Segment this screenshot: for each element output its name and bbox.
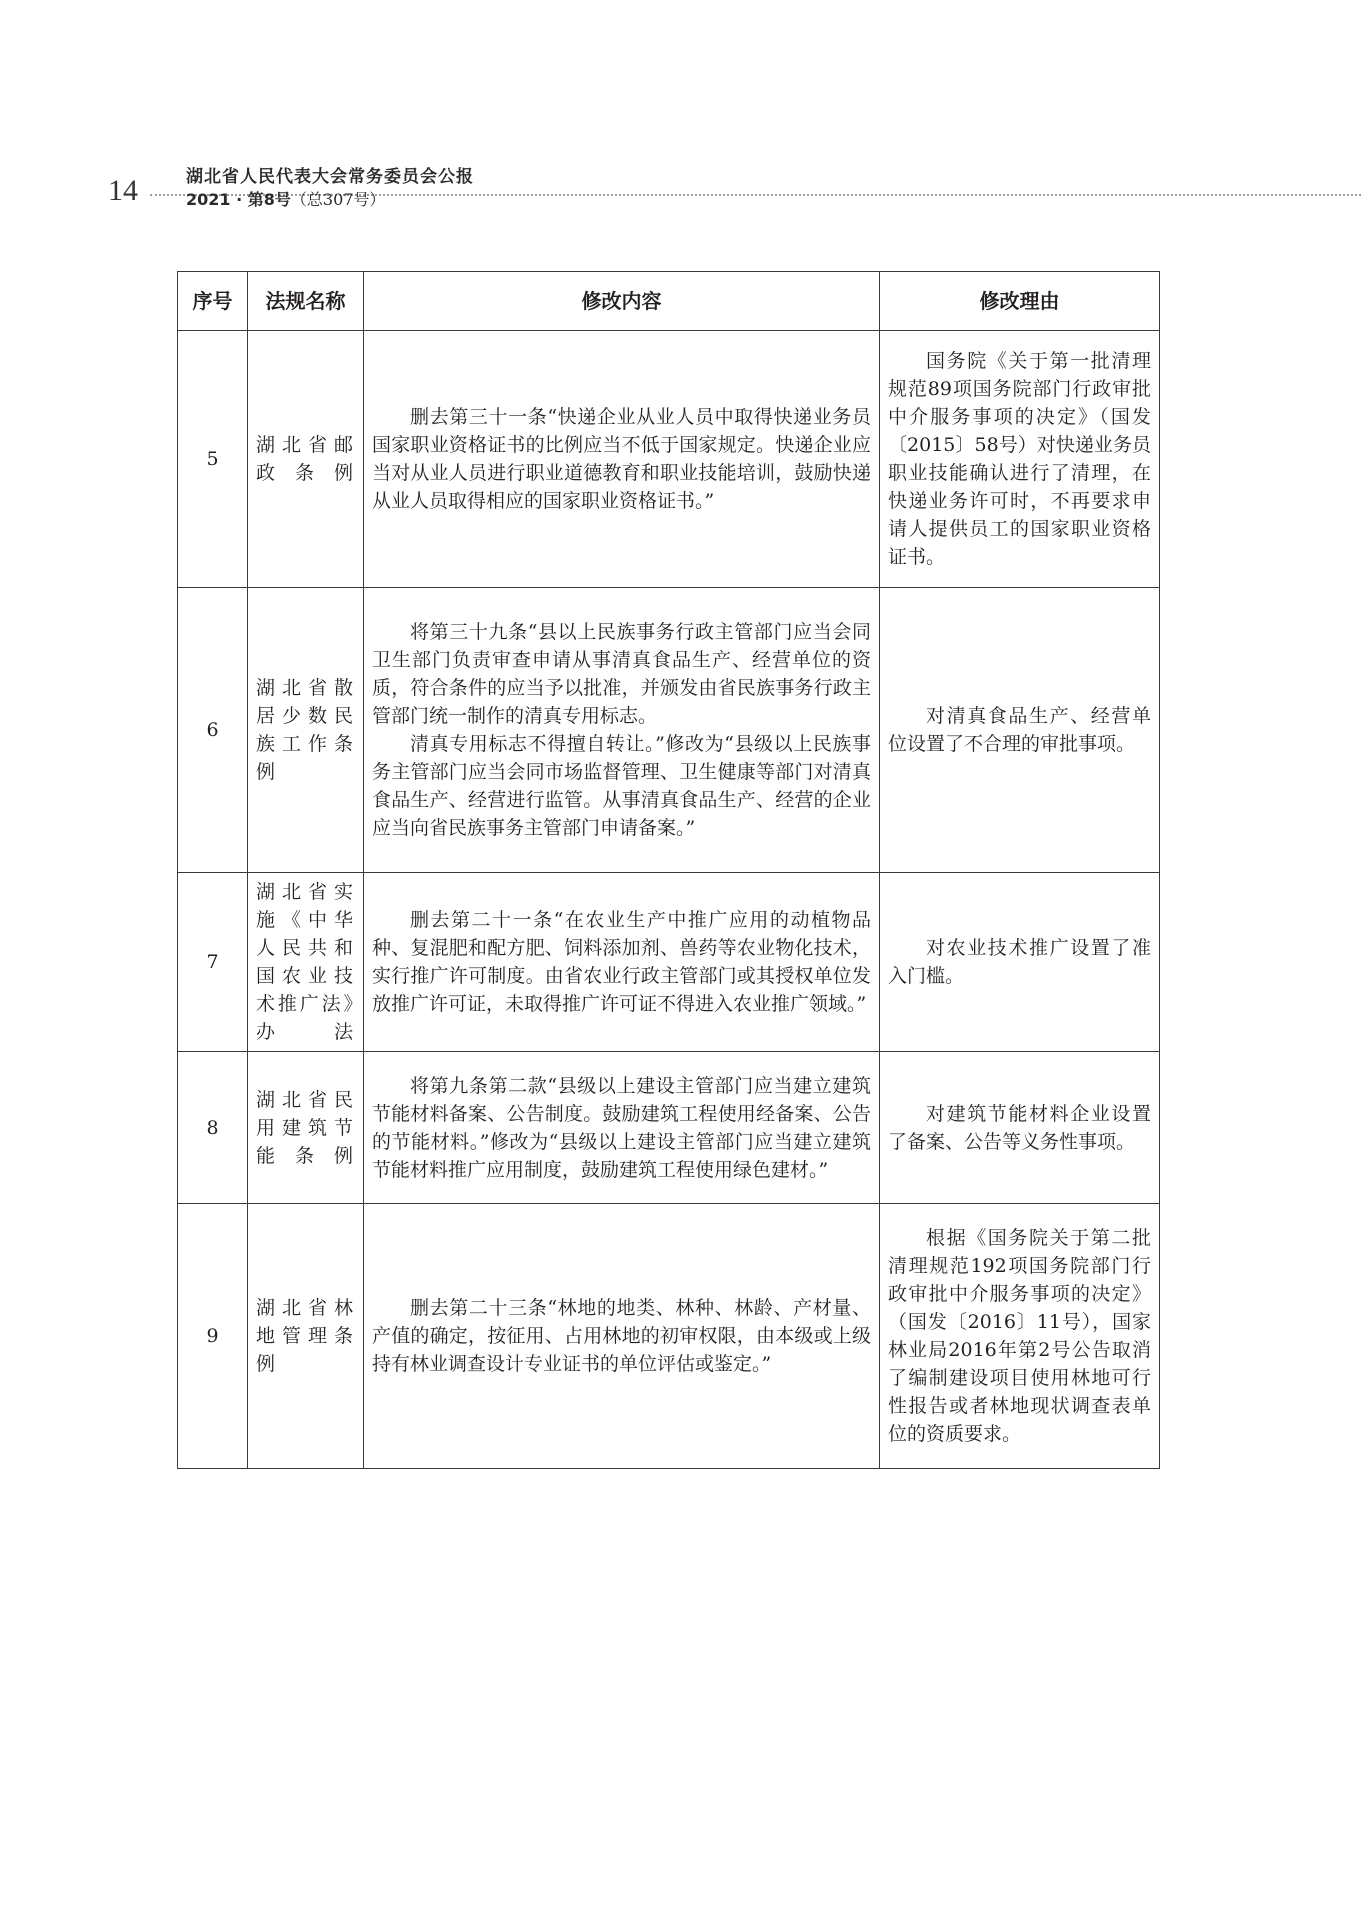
issue-line — [186, 187, 385, 210]
reason-paragraph: 对建筑节能材料企业设置了备案、公告等义务性事项。 — [888, 1102, 1151, 1153]
issue-number: 2021 · 第8号 — [186, 190, 291, 209]
table-header-row — [178, 272, 1160, 331]
regulation-name: 湖北省散居少数民族工作条例 — [248, 588, 364, 873]
reason-paragraph: 对农业技术推广设置了准入门槛。 — [888, 937, 1151, 987]
regulation-name: 湖北省林地管理条例 — [248, 1204, 364, 1469]
amendment-paragraph: 清真专用标志不得擅自转让。”修改为“县级以上民族事务主管部门应当会同市场监督管理、卫生健康等部门对清真食品生产、经营进行监管。从事清真食品生产、经营的企业应当向省民族事务主管部门申请备案。” — [372, 733, 871, 839]
amendment-paragraph: 删去第三十一条“快递企业从业人员中取得快递业务员国家职业资格证书的比例应当不低于国家规定。快递企业应当对从业人员进行职业道德教育和职业技能培训，鼓励快递从业人员取得相应的国家职业资格证书。” — [372, 406, 871, 512]
page-number: 14 — [108, 174, 138, 207]
table-row — [178, 1204, 1160, 1469]
amendment-content — [364, 1052, 880, 1204]
amendment-paragraph: 将第三十九条“县以上民族事务行政主管部门应当会同卫生部门负责审查申请从事清真食品生产、经营单位的资质，符合条件的应当予以批准，并颁发由省民族事务行政主管部门统一制作的清真专用标志。 — [372, 621, 871, 727]
row-number: 9 — [178, 1204, 248, 1469]
amendment-content — [364, 873, 880, 1052]
reason-paragraph: 对清真食品生产、经营单位设置了不合理的审批事项。 — [888, 705, 1151, 755]
amendment-paragraph: 删去第二十三条“林地的地类、林种、林龄、产材量、产值的确定，按征用、占用林地的初审权限，由本级或上级持有林业调查设计专业证书的单位评估或鉴定。” — [372, 1297, 871, 1375]
row-number: 8 — [178, 1052, 248, 1204]
column-header-no: 序号 — [178, 272, 248, 331]
amendment-content — [364, 331, 880, 588]
amendment-content — [364, 588, 880, 873]
amendment-paragraph: 将第九条第二款“县级以上建设主管部门应当建立建筑节能材料备案、公告制度。鼓励建筑工程使用经备案、公告的节能材料。”修改为“县级以上建设主管部门应当建立建筑节能材料推广应用制度，鼓励建筑工程使用绿色建材。” — [372, 1074, 871, 1181]
amendment-content — [364, 1204, 880, 1469]
table-row — [178, 873, 1160, 1052]
regulation-amendment-table — [177, 271, 1160, 1469]
amendment-reason — [880, 588, 1160, 873]
amendment-reason — [880, 1204, 1160, 1469]
table-row — [178, 331, 1160, 588]
reason-paragraph: 国务院《关于第一批清理规范89项国务院部门行政审批中介服务事项的决定》（国发〔2015〕58号）对快递业务员职业技能确认进行了清理，在快递业务许可时，不再要求申请人提供员工的国家职业资格证书。 — [888, 350, 1151, 568]
table-row — [178, 588, 1160, 873]
column-header-content: 修改内容 — [364, 272, 880, 331]
page-header — [0, 0, 1361, 230]
row-number: 7 — [178, 873, 248, 1052]
regulation-name: 湖北省邮政条例 — [248, 331, 364, 588]
row-number: 6 — [178, 588, 248, 873]
column-header-reason: 修改理由 — [880, 272, 1160, 331]
issue-total: （总307号） — [290, 190, 386, 209]
journal-title: 湖北省人民代表大会常务委员会公报 — [186, 167, 474, 187]
amendment-reason — [880, 1052, 1160, 1204]
reason-paragraph: 根据《国务院关于第二批清理规范192项国务院部门行政审批中介服务事项的决定》（国发〔2016〕11号），国家林业局2016年第2号公告取消了编制建设项目使用林地可行性报告或者林地现状调查表单位的资质要求。 — [888, 1227, 1151, 1445]
regulation-name: 湖北省民用建筑节能条例 — [248, 1052, 364, 1204]
amendment-reason — [880, 331, 1160, 588]
column-header-name: 法规名称 — [248, 272, 364, 331]
amendment-paragraph: 删去第二十一条“在农业生产中推广应用的动植物品种、复混肥和配方肥、饲料添加剂、兽药等农业物化技术，实行推广许可制度。由省农业行政主管部门或其授权单位发放推广许可证，未取得推广许可证不得进入农业推广领域。” — [372, 909, 871, 1015]
table-row — [178, 1052, 1160, 1204]
row-number: 5 — [178, 331, 248, 588]
amendment-reason — [880, 873, 1160, 1052]
regulation-name: 湖北省实施《中华人民共和国农业技术推广法》办法 — [248, 873, 364, 1052]
